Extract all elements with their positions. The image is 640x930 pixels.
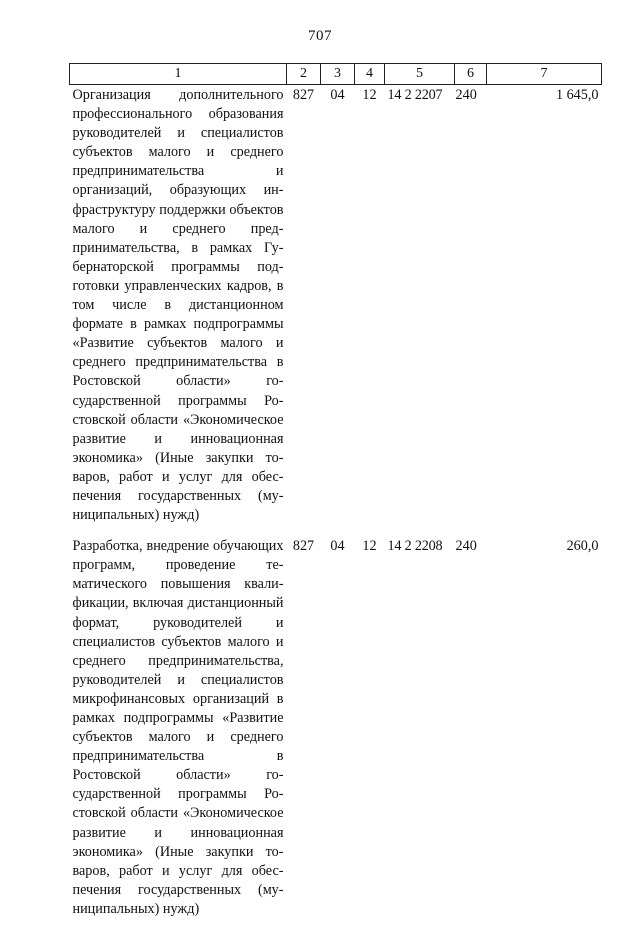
header-row bbox=[70, 64, 602, 85]
table-header bbox=[70, 64, 602, 85]
table-body bbox=[70, 85, 602, 930]
row-target-article: 14 2 2207 bbox=[385, 85, 455, 537]
header-col-7: 7 bbox=[487, 64, 602, 85]
row-description: Разработка, внедрение обучающих программ, проведение тематического повышения квалификации, включая дистанционный формат, руководителей и специалистов субъектов малого и среднего предпринимательства, руководителей и специалистов микрофинансовых организаций в рамках подпрограммы «Развитие субъектов малого и среднего предпринимательства в Ростовской области» государственной программы Ростовской области «Экономическое развитие и инновационная экономика» (Иные закупки товаров, работ и услуг для обеспечения государственных (муниципальных) нужд) bbox=[70, 536, 287, 930]
header-col-3: 3 bbox=[321, 64, 355, 85]
row-amount: 1 645,0 bbox=[487, 85, 602, 537]
table-row bbox=[70, 536, 602, 930]
row-expense-type: 240 bbox=[455, 85, 487, 537]
budget-table bbox=[69, 63, 602, 930]
page-number: 707 bbox=[0, 28, 640, 45]
row-section-code: 04 bbox=[321, 536, 355, 930]
header-col-1: 1 bbox=[70, 64, 287, 85]
row-ministry-code: 827 bbox=[287, 85, 321, 537]
row-amount: 260,0 bbox=[487, 536, 602, 930]
row-description: Организация дополнительного профессионального образования руководителей и специалистов субъектов малого и среднего предпринимательства и организаций, образующих инфраструктуру поддержки объектов малого и среднего предпринимательства, в рамках Губернаторской программы подготовки управленческих кадров, в том числе в дистанционном формате в рамках подпрограммы «Развитие субъектов малого и среднего предпринимательства в Ростовской области» государственной программы Ростовской области «Экономическое развитие и инновационная экономика» (Иные закупки товаров, работ и услуг для обеспечения государственных (муниципальных) нужд) bbox=[70, 85, 287, 537]
row-subsection-code: 12 bbox=[355, 85, 385, 537]
row-section-code: 04 bbox=[321, 85, 355, 537]
header-col-2: 2 bbox=[287, 64, 321, 85]
row-subsection-code: 12 bbox=[355, 536, 385, 930]
table-row bbox=[70, 85, 602, 537]
header-col-6: 6 bbox=[455, 64, 487, 85]
row-target-article: 14 2 2208 bbox=[385, 536, 455, 930]
header-col-5: 5 bbox=[385, 64, 455, 85]
row-ministry-code: 827 bbox=[287, 536, 321, 930]
row-expense-type: 240 bbox=[455, 536, 487, 930]
header-col-4: 4 bbox=[355, 64, 385, 85]
